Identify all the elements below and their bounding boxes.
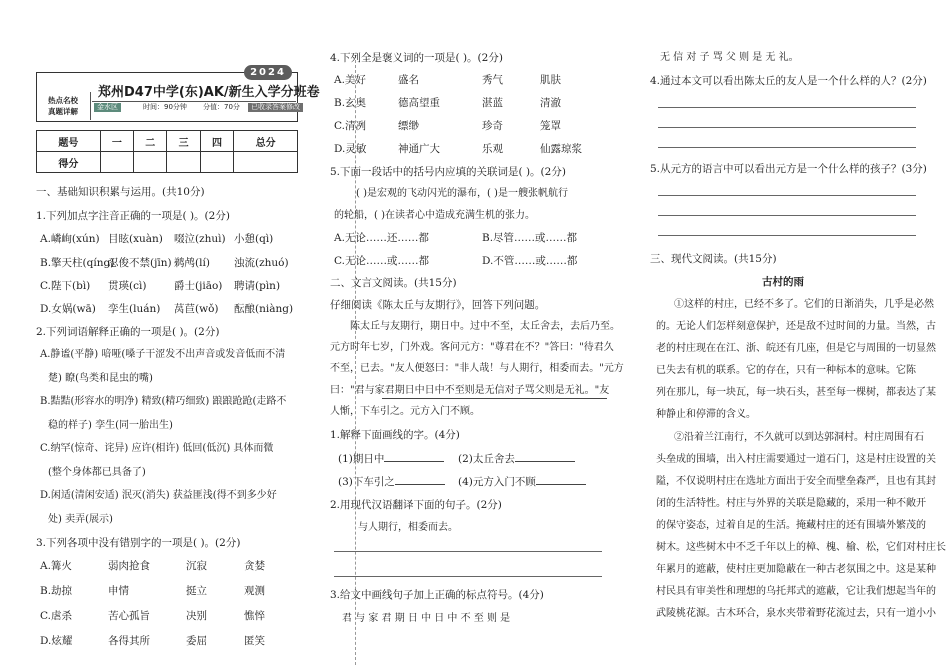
score-cell[interactable] xyxy=(167,152,200,173)
q1-item xyxy=(338,477,445,488)
q1-item-text: (3)下车引之 xyxy=(338,476,395,488)
left-label-2: 真题详解 xyxy=(48,107,78,116)
answer-line[interactable] xyxy=(658,147,916,148)
q4-option: C.清冽 xyxy=(334,120,366,132)
col3-q5: 5.从元方的语言中可以看出元方是一个什么样的孩子？(3分) xyxy=(650,163,927,175)
year-badge: 2024 xyxy=(244,65,292,80)
score-row-label: 得分 xyxy=(37,152,101,173)
q4-option: 湛蓝 xyxy=(482,97,503,109)
article-line: 年累月的遮蔽，使村庄更加隐蔽在一种古老氛围之中。这是某种 xyxy=(656,564,936,575)
q2-line: (整个身体都已具备了) xyxy=(48,467,146,478)
col2-q4: 4.下列全是褒义词的一项是( )。(2分) xyxy=(330,52,503,64)
q4-option: 乐观 xyxy=(482,143,503,155)
score-table-header-row xyxy=(37,131,298,152)
exam-title: 郑州D47中学(东)AK/新生入学分班卷 xyxy=(98,85,320,100)
q3-option: 申情 xyxy=(108,585,129,597)
score-cell[interactable] xyxy=(234,152,298,173)
q2-line: 稳的样子) 孪生(同一胎出生) xyxy=(48,420,173,431)
q4-option: 珍奇 xyxy=(482,120,503,132)
q5-option: A.无论……还……都 xyxy=(334,232,429,244)
q1-option: 鹈鸬(lí) xyxy=(174,257,210,269)
passage-intro: 仔细阅读《陈太丘与友期行》，回答下列问题。 xyxy=(330,299,546,311)
section-2-heading: 二、文言文阅读。(共15分) xyxy=(330,277,457,289)
district-tag: 金水区 xyxy=(94,103,121,112)
q3-option: 憔悴 xyxy=(244,610,265,622)
answer-line[interactable] xyxy=(658,215,916,216)
article-line: 的。无论人们怎样刻意保护，还是敌不过时间的力量。当然，古 xyxy=(656,321,936,332)
q3-option: 沉寂 xyxy=(186,560,207,572)
article-title: 古村的雨 xyxy=(762,276,804,288)
q2-line: 楚) 瞭(鸟类和昆虫的嘴) xyxy=(48,373,153,384)
score-header-cell: 总分 xyxy=(234,131,298,152)
article-line: 头垒成的围墙，出入村庄需要通过一道石门，这是村庄设置的关 xyxy=(656,454,936,465)
q5-line: ( )是宏观的飞动闪光的瀑布，( )是一艘张帆航行 xyxy=(356,188,568,199)
passage-line: 曰："君与家君期日中日中不至则是无信对子骂父则是无礼。"友 xyxy=(330,385,610,396)
q5-option: B.尽管……或……都 xyxy=(482,232,578,244)
col3-q4: 4.通过本文可以看出陈太丘的友人是一个什么样的人？(2分) xyxy=(650,75,927,87)
q3-chars: 君 与 家 君 期 日 中 日 中 不 至 则 是 xyxy=(342,613,511,624)
q5-line: 的轮船，( )在读者心中造成充满生机的张力。 xyxy=(334,210,535,221)
q4-option: 肌肤 xyxy=(540,74,561,86)
q1-item-text: (2)太丘舍去 xyxy=(458,453,515,465)
q4-option: 仙露琼浆 xyxy=(540,143,582,155)
score-header-cell: 题号 xyxy=(37,131,101,152)
col1-q3: 3.下列各项中没有错别字的一项是( )。(2分) xyxy=(36,537,241,549)
col2-q1: 1.解释下面画线的字。(4分) xyxy=(330,429,460,441)
answer-line[interactable] xyxy=(658,127,916,128)
article-line: 隘，不仅说明村庄在选址方面出于安全而壁垒森严，且也有其封 xyxy=(656,476,936,487)
q1-item xyxy=(338,454,444,465)
q1-option: 啜泣(zhuì) xyxy=(174,233,226,245)
article-line: 武陵桃花源。古木环合，泉水夹带着野花流过去，只有一道小小 xyxy=(656,608,936,619)
answer-blank[interactable] xyxy=(536,484,586,485)
col1-q2: 2.下列词语解释正确的一项是( )。(2分) xyxy=(36,326,220,338)
q1-option: C.陛下(bì) xyxy=(40,280,91,292)
answer-blank[interactable] xyxy=(384,461,444,462)
q1-option: 聘请(pìn) xyxy=(234,280,281,292)
answer-blank[interactable] xyxy=(395,484,445,485)
score-table-row xyxy=(37,152,298,173)
underline-mark xyxy=(382,398,607,399)
col1-q1: 1.下列加点字注音正确的一项是( )。(2分) xyxy=(36,210,230,222)
q3-option: B.劫掠 xyxy=(40,585,73,597)
col2-q2: 2.用现代汉语翻译下面的句子。(2分) xyxy=(330,499,502,511)
score-header-cell: 三 xyxy=(167,131,200,152)
q4-option: 清澈 xyxy=(540,97,561,109)
score-cell[interactable] xyxy=(200,152,233,173)
q1-option: D.女娲(wā) xyxy=(40,303,96,315)
q4-option: 神通广大 xyxy=(398,143,440,155)
score-tag: 分值：70分 xyxy=(203,103,240,111)
header-left-label xyxy=(38,95,88,117)
passage-line: 元方时年七岁，门外戏。客问元方："尊君在不？"答曰："待君久 xyxy=(330,342,614,353)
q1-option: 孪生(luán) xyxy=(108,303,161,315)
q2-line: 处) 卖弄(展示) xyxy=(48,514,113,525)
q1-item xyxy=(458,477,586,488)
q3-option: A.篝火 xyxy=(40,560,72,572)
passage-line: 不至，已去。"友人便怒曰："非人哉！与人期行，相委而去。"元方 xyxy=(330,363,624,374)
article-line: ①这样的村庄，已经不多了。它们的日渐消失，几乎是必然 xyxy=(674,299,934,310)
score-header-cell: 二 xyxy=(134,131,167,152)
q4-option: A.美好 xyxy=(334,74,366,86)
q1-option: 目眩(xuàn) xyxy=(108,233,163,245)
q1-option: 浊流(zhuó) xyxy=(234,257,289,269)
col2-q5: 5.下面一段话中的括号内应填的关联词是( )。(2分) xyxy=(330,166,566,178)
section-3-heading: 三、现代文阅读。(共15分) xyxy=(650,253,777,265)
q1-option: 莴苣(wǒ) xyxy=(174,303,219,315)
q1-item xyxy=(458,454,575,465)
score-header-cell: 四 xyxy=(200,131,233,152)
article-line: 种静止和停滞的含义。 xyxy=(656,409,756,420)
article-line: 老的村庄现在在江、浙、皖还有几座，但是它与周围的一切显然 xyxy=(656,343,936,354)
answer-line[interactable] xyxy=(658,195,916,196)
note-tag: 已收录答案修改 xyxy=(248,103,303,112)
q5-option: D.不管……或……都 xyxy=(482,255,578,267)
q3-option: 匿笑 xyxy=(244,635,265,647)
answer-line[interactable] xyxy=(334,551,602,552)
answer-line[interactable] xyxy=(334,576,602,577)
q3-option: 各得其所 xyxy=(108,635,150,647)
left-label-1: 热点名校 xyxy=(48,96,78,105)
q1-option: 爵士(jiāo) xyxy=(174,280,223,292)
q4-option: D.灵敏 xyxy=(334,143,367,155)
q4-option: 盛名 xyxy=(398,74,419,86)
passage-line: 陈太丘与友期行，期日中。过中不至，太丘舍去，去后乃至。 xyxy=(350,321,620,332)
q3-chars-continued: 无 信 对 子 骂 父 则 是 无 礼。 xyxy=(660,52,799,63)
article-line: 树木。这些树木中不乏千年以上的樟、槐、榆、松，它们对村庄长 xyxy=(656,542,946,553)
answer-blank[interactable] xyxy=(515,461,575,462)
q2-sentence: 与人期行，相委而去。 xyxy=(358,522,458,533)
col2-q3: 3.给文中画线句子加上正确的标点符号。(4分) xyxy=(330,589,544,601)
q1-option: 贯瑛(cì) xyxy=(108,280,147,292)
q3-option: 苦心孤旨 xyxy=(108,610,150,622)
q3-option: 弱肉抢食 xyxy=(108,560,150,572)
q2-line: A.静谧(平静) 喑哑(嗓子干涩发不出声音或发音低而不清 xyxy=(40,349,286,360)
q3-option: 观测 xyxy=(244,585,265,597)
q2-line: B.黠黠(形容水的明净) 精致(精巧细致) 踉踉跄跄(走路不 xyxy=(40,396,287,407)
article-line: 的保守姿态，过着自足的生活。掩藏村庄的还有围墙外繁茂的 xyxy=(656,520,926,531)
q3-option: 挺立 xyxy=(186,585,207,597)
q1-item-text: (4)元方入门不顾 xyxy=(458,476,536,488)
score-cell[interactable] xyxy=(134,152,167,173)
score-header-cell: 一 xyxy=(100,131,133,152)
answer-line[interactable] xyxy=(658,235,916,236)
q2-line: C.纳罕(惊奇、诧异) 应许(相许) 低回(低沉) 具体而微 xyxy=(40,443,274,454)
q1-option: B.擎天柱(qíng) xyxy=(40,257,115,269)
article-line: ②沿着兰江南行，不久就可以到达郭洞村。村庄周围有石 xyxy=(674,432,924,443)
q3-option: C.虐杀 xyxy=(40,610,72,622)
section-1-heading: 一、基础知识积累与运用。(共10分) xyxy=(36,186,205,198)
q3-option: 委屈 xyxy=(186,635,207,647)
passage-line: 人惭，下车引之。元方入门不顾。 xyxy=(330,406,480,417)
q4-option: 笼罩 xyxy=(540,120,561,132)
q4-option: 缥缈 xyxy=(398,120,419,132)
q5-option: C.无论……或……都 xyxy=(334,255,429,267)
article-line: 村民具有审美性和理想的乌托邦式的遮蔽，它让我们想起当年的 xyxy=(656,586,936,597)
q2-line: D.闲适(清闲安适) 泯灭(消失) 获益匪浅(得不到多少好 xyxy=(40,490,277,501)
q1-option: 小憩(qì) xyxy=(234,233,274,245)
q1-option: 酝酿(niàng) xyxy=(234,303,294,315)
q4-option: 秀气 xyxy=(482,74,503,86)
q1-option: 忍俊不禁(jīn) xyxy=(108,257,172,269)
q1-option: A.嶙峋(xún) xyxy=(40,233,100,245)
header-divider xyxy=(90,92,91,120)
q3-option: D.炫耀 xyxy=(40,635,73,647)
q4-option: B.玄奥 xyxy=(334,97,367,109)
answer-line[interactable] xyxy=(658,107,916,108)
score-table xyxy=(36,130,298,173)
article-line: 列在那儿，每一块瓦，每一块石头，甚至每一棵树，都表达了某 xyxy=(656,387,936,398)
article-line: 已失去有机的联系。它的存在，只有一种标本的意味。它陈 xyxy=(656,365,916,376)
q3-option: 决别 xyxy=(186,610,207,622)
q4-option: 德高望重 xyxy=(398,97,440,109)
q1-item-text: (1)期日中 xyxy=(338,453,385,465)
time-tag: 时间：90分钟 xyxy=(143,103,187,111)
q3-option: 贪婪 xyxy=(244,560,265,572)
article-line: 闭的生活特性。村庄与外界的关联是隐藏的，采用一种不敞开 xyxy=(656,498,926,509)
score-cell[interactable] xyxy=(100,152,133,173)
